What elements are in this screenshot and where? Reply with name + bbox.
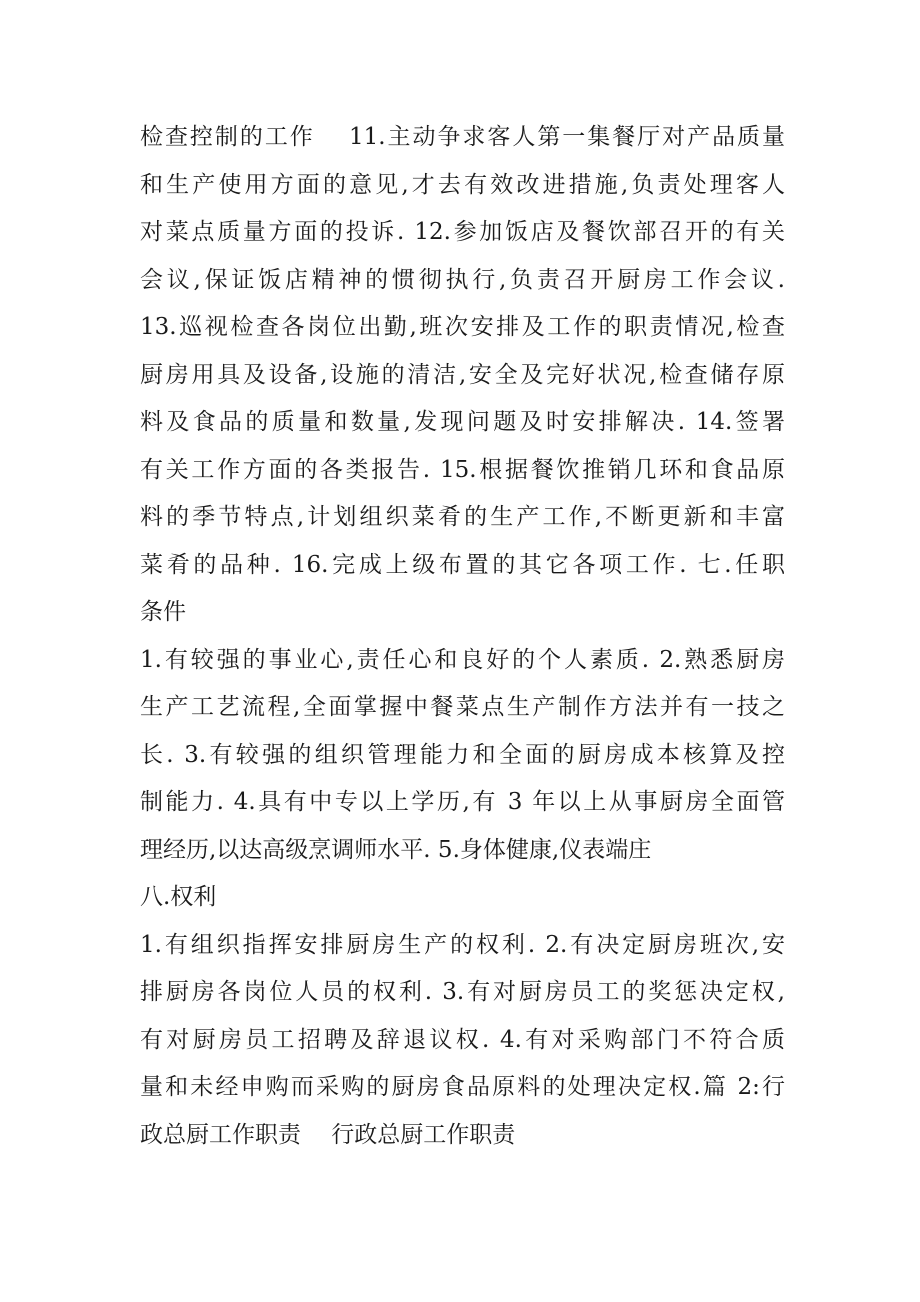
text-line: 理经历,以达高级烹调师水平. 5.身体健康,仪表端庄: [140, 836, 652, 863]
text-line: 长. 3.有较强的组织管理能力和全面的厨房成本核算及控: [140, 741, 785, 768]
text-line: 政总厨工作职责 行政总厨工作职责: [140, 1121, 516, 1148]
text-line: 量和未经申购而采购的厨房食品原料的处理决定权.篇 2:行: [140, 1074, 785, 1100]
section-heading: 八.权利: [140, 884, 217, 910]
text-line: 1.有组织指挥安排厨房生产的权利. 2.有决定厨房班次,安: [140, 931, 785, 958]
text-line: 有关工作方面的各类报告. 15.根据餐饮推销几环和食品原: [140, 456, 785, 483]
text-line: 制能力. 4.具有中专以上学历,有 3 年以上从事厨房全面管: [140, 789, 785, 815]
document-body: [140, 117, 785, 1162]
text-line: 条件: [140, 599, 186, 625]
text-line: 13.巡视检查各岗位出勤,班次安排及工作的职责情况,检查: [140, 314, 785, 340]
text-line: 菜肴的品种. 16.完成上级布置的其它各项工作. 七.任职: [140, 551, 785, 578]
text-line: 会议,保证饭店精神的惯彻执行,负责召开厨房工作会议.: [140, 266, 785, 293]
text-line: 和生产使用方面的意见,才去有效改进措施,负责处理客人: [140, 171, 785, 198]
text-line: 对菜点质量方面的投诉. 12.参加饭店及餐饮部召开的有关: [140, 219, 785, 245]
text-line: 排厨房各岗位人员的权利. 3.有对厨房员工的奖惩决定权,: [140, 979, 785, 1005]
text-line: 1.有较强的事业心,责任心和良好的个人素质. 2.熟悉厨房: [140, 646, 785, 673]
text-line: 料及食品的质量和数量,发现问题及时安排解决. 14.签署: [140, 409, 785, 435]
text-line: 厨房用具及设备,设施的清洁,安全及完好状况,检查储存原: [140, 361, 785, 388]
text-line: 料的季节特点,计划组织菜肴的生产工作,不断更新和丰富: [140, 504, 785, 530]
text-line: 检查控制的工作 11.主动争求客人第一集餐厅对产品质量: [140, 124, 785, 150]
text-line: 生产工艺流程,全面掌握中餐菜点生产制作方法并有一技之: [140, 694, 785, 720]
text-line: 有对厨房员工招聘及辞退议权. 4.有对采购部门不符合质: [140, 1026, 785, 1053]
